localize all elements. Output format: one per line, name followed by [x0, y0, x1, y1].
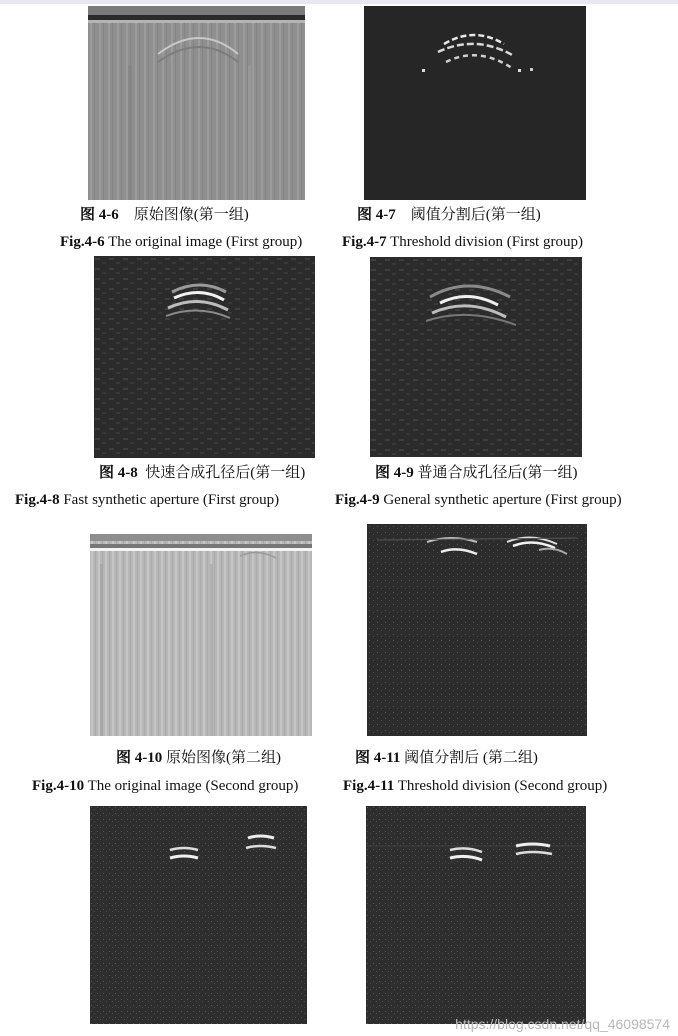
caption-cn-text: 原始图像(第一组): [133, 207, 249, 223]
caption-en-4-10: [32, 777, 298, 795]
image-original-second-group: [90, 534, 312, 736]
caption-en-num: Fig.4-7: [342, 234, 387, 250]
caption-cn-text: 普通合成孔径后(第一组): [417, 465, 578, 481]
caption-en-text: The original image (Second group): [87, 778, 299, 794]
caption-en-4-8: [15, 491, 279, 509]
top-border: [0, 0, 678, 4]
caption-cn-text: 阈值分割后 (第二组): [404, 750, 538, 766]
caption-en-text: Fast synthetic aperture (First group): [63, 492, 280, 508]
caption-cn-text: 阈值分割后(第一组): [410, 207, 541, 223]
caption-cn-num: 图 4-6: [80, 207, 119, 223]
image-original-first-group: [88, 6, 305, 200]
caption-cn-4-10: [116, 749, 281, 767]
caption-en-num: Fig.4-11: [343, 778, 395, 794]
watermark-url: https://blog.csdn.net/qq_46098574: [455, 1016, 670, 1032]
image-general-synthetic-aperture-second-group: [366, 806, 586, 1024]
caption-en-4-11: [343, 777, 607, 795]
caption-en-text: General synthetic aperture (First group): [383, 492, 622, 508]
caption-cn-4-11: [355, 749, 538, 767]
caption-en-num: Fig.4-6: [60, 234, 105, 250]
caption-cn-num: 图 4-10: [116, 750, 163, 766]
caption-cn-text: 快速合成孔径后(第一组): [145, 465, 306, 481]
caption-cn-num: 图 4-9: [375, 465, 414, 481]
caption-en-num: Fig.4-10: [32, 778, 85, 794]
caption-en-4-7: [342, 233, 583, 251]
caption-cn-4-8: [99, 464, 305, 482]
caption-en-4-9: [335, 491, 622, 509]
caption-cn-num: 图 4-11: [355, 750, 401, 766]
caption-en-text: The original image (First group): [108, 234, 303, 250]
caption-en-text: Threshold division (Second group): [397, 778, 608, 794]
image-fast-synthetic-aperture-second-group: [90, 806, 307, 1024]
image-general-synthetic-aperture-first-group: [370, 257, 582, 457]
image-fast-synthetic-aperture-first-group: [94, 256, 315, 458]
caption-cn-4-7: [357, 206, 541, 224]
caption-cn-num: 图 4-7: [357, 207, 396, 223]
image-threshold-first-group: [364, 6, 586, 200]
caption-cn-num: 图 4-8: [99, 465, 138, 481]
caption-en-num: Fig.4-9: [335, 492, 380, 508]
caption-en-num: Fig.4-8: [15, 492, 60, 508]
caption-cn-4-6: [80, 206, 249, 224]
caption-en-4-6: [60, 233, 302, 251]
image-threshold-second-group: [367, 524, 587, 736]
caption-cn-4-9: [375, 464, 578, 482]
caption-en-text: Threshold division (First group): [390, 234, 583, 250]
caption-cn-text: 原始图像(第二组): [166, 750, 281, 766]
